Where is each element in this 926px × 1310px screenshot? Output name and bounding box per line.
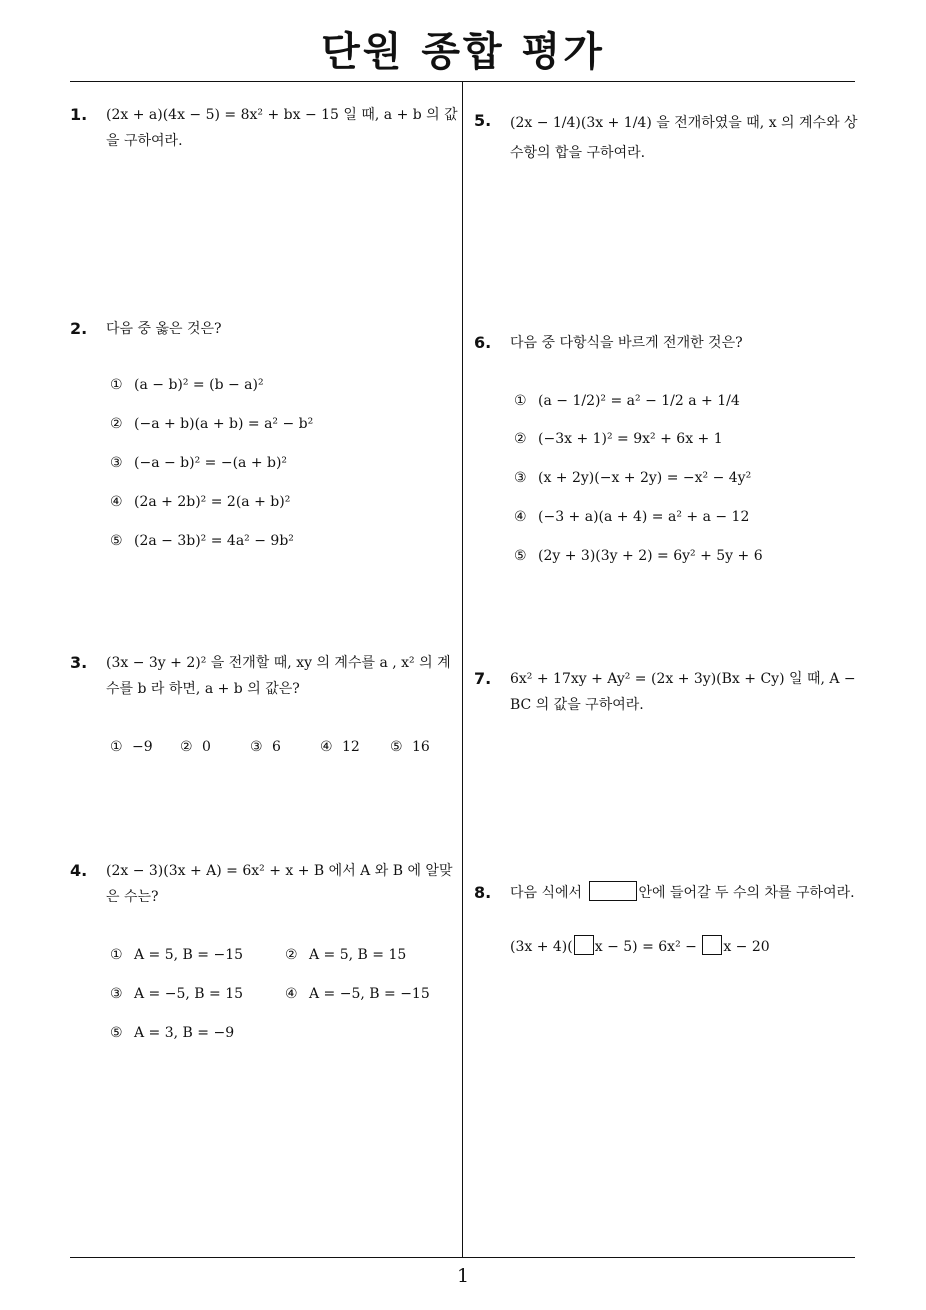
choice-text: 16 [412,739,430,755]
bottom-rule [70,1257,855,1258]
choice-mark: ⑤ [514,548,527,564]
question-number: 7. [474,669,492,688]
question-number: 3. [70,653,88,672]
choice-1[interactable] [110,942,243,968]
choice-mark: ② [180,739,193,755]
choice-mark: ③ [110,986,123,1002]
choice-mark: ① [110,739,123,755]
choice-mark: ⑤ [110,533,123,549]
equation [510,934,770,960]
choice-mark: ② [110,416,123,432]
choice-text: A = 5, B = 15 [309,947,407,963]
question-number: 6. [474,333,492,352]
choice-mark: ③ [110,455,123,471]
choice-mark: ③ [250,739,263,755]
answer-blank-box [589,881,637,901]
choice-2[interactable] [514,426,723,452]
question-text [510,880,858,906]
choice-mark: ⑤ [390,739,403,755]
question-2 [70,316,460,566]
question-text: (2x − 3)(3x + A) = 6x² + x + B 에서 A 와 B 에 알맞은 수는? [106,863,453,905]
choice-text: (−a + b)(a + b) = a² − b² [134,416,314,432]
choice-1[interactable] [110,372,264,398]
choice-text: 6 [272,739,281,755]
choice-1[interactable] [514,388,740,414]
choice-text: A = −5, B = 15 [134,986,244,1002]
question-text: (2x − 1/4)(3x + 1/4) 을 전개하였을 때, x 의 계수와 상수항의 합을 구하여라. [510,115,858,161]
choice-5[interactable] [390,734,430,760]
choice-text: 0 [202,739,211,755]
choice-4[interactable] [110,489,290,515]
choice-4[interactable] [285,981,430,1007]
choice-3[interactable] [514,465,751,491]
choice-5[interactable] [110,1020,234,1046]
choice-text: (2y + 3)(3y + 2) = 6y² + 5y + 6 [538,548,763,564]
blank-box-1 [574,935,594,955]
choice-1[interactable] [110,734,153,760]
choice-mark: ④ [285,986,298,1002]
equation-part-a: (3x + 4)( [510,939,573,955]
choice-3[interactable] [110,450,287,476]
question-4 [70,858,460,1058]
choice-mark: ② [514,431,527,447]
question-text: (2x + a)(4x − 5) = 8x² + bx − 15 일 때, a + b 의 값을 구하여라. [106,107,458,149]
question-number: 8. [474,883,492,902]
choice-text: (−a − b)² = −(a + b)² [134,455,288,471]
choice-mark: ② [285,947,298,963]
choice-3[interactable] [110,981,243,1007]
equation-part-b: x − 5) = 6x² − [594,939,697,955]
equation-part-c: x − 20 [723,939,770,955]
choice-mark: ④ [110,494,123,510]
choice-text: (−3x + 1)² = 9x² + 6x + 1 [538,431,723,447]
choice-mark: ④ [320,739,333,755]
choice-text: (x + 2y)(−x + 2y) = −x² − 4y² [538,470,752,486]
choice-5[interactable] [110,528,294,554]
question-number: 1. [70,105,88,124]
question-text-after: 안에 들어갈 두 수의 차를 구하여라. [638,885,855,901]
choice-mark: ① [110,947,123,963]
choice-text: A = −5, B = −15 [309,986,430,1002]
choice-text: (2a + 2b)² = 2(a + b)² [134,494,291,510]
blank-box-2 [702,935,722,955]
choice-2[interactable] [180,734,211,760]
question-text: 다음 중 다항식을 바르게 전개한 것은? [510,335,743,351]
choice-text: (−3 + a)(a + 4) = a² + a − 12 [538,509,750,525]
page-title: 단원 종합 평가 [321,29,605,75]
question-number: 5. [474,111,492,130]
choice-mark: ① [110,377,123,393]
question-8 [474,880,864,970]
choice-mark: ⑤ [110,1025,123,1041]
page-number: 1 [456,1265,470,1287]
question-text: (3x − 3y + 2)² 을 전개할 때, xy 의 계수를 a , x² 의 계수를 b 라 하면, a + b 의 값은? [106,655,451,697]
choice-text: A = 3, B = −9 [134,1025,235,1041]
question-3 [70,650,460,770]
choice-mark: ① [514,393,527,409]
question-text: 6x² + 17xy + Ay² = (2x + 3y)(Bx + Cy) 일 때, A − BC 의 값을 구하여라. [510,671,856,713]
choice-3[interactable] [250,734,281,760]
choice-mark: ④ [514,509,527,525]
question-number: 4. [70,861,88,880]
choice-4[interactable] [320,734,360,760]
choice-4[interactable] [514,504,749,530]
choice-text: −9 [132,739,153,755]
choice-text: A = 5, B = −15 [134,947,244,963]
choice-text: (a − 1/2)² = a² − 1/2 a + 1/4 [538,393,740,409]
question-number: 2. [70,319,88,338]
choice-2[interactable] [110,411,313,437]
question-text-before: 다음 식에서 [510,885,583,901]
choice-text: (2a − 3b)² = 4a² − 9b² [134,533,294,549]
choice-5[interactable] [514,543,763,569]
choice-mark: ③ [514,470,527,486]
question-6 [474,330,864,580]
question-text: 다음 중 옳은 것은? [106,321,222,337]
column-divider [462,82,463,1257]
choice-text: 12 [342,739,360,755]
choice-2[interactable] [285,942,406,968]
choice-text: (a − b)² = (b − a)² [134,377,264,393]
